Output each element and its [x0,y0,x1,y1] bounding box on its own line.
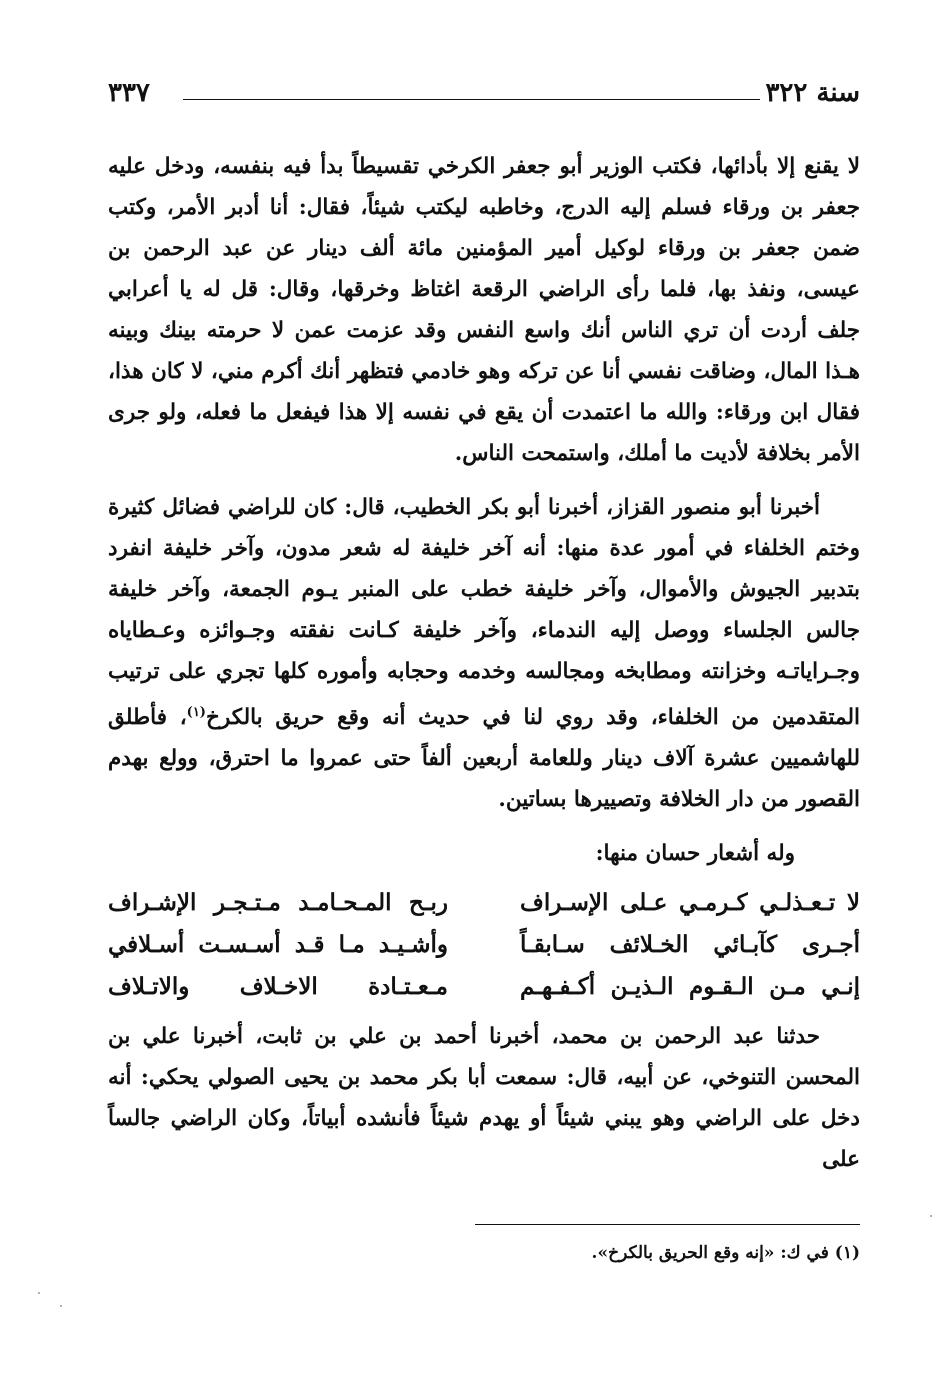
scan-speck [60,1305,62,1307]
paragraph-text: أخبرنا أبو منصور القزاز، أخبرنا أبو بكر الخطيب، قال: كان للراضي فضائل كثيرة وختم الخلفاء في أمور عدة منها: أنه آخر خليفة له شعر مدون، وآخر خليفة انفرد بتدبير الجيوش والأموال، وآخر خليفة خطب على المنبر يـوم الجمعة، وآخر خليفة جالس الجلساء ووصل إليه الندماء، وآخر خليفة كـانت نفقته وجـوائزه وعـطاياه وجـراياتـه وخزانته ومطابخه ومجالسه وخدمه وحجابه وأموره كلها تجري على ترتيب المتقدمين من الخلفاء، وقد روي لنا في حديث أنه وقع حريق بالكرخ [108,495,861,731]
verse-first-hemistich: أجـرى كآبـائي الخـلائف سـابقـاً [520,931,860,959]
scan-speck [38,1292,40,1294]
verse-line [108,966,860,1008]
scan-speck [930,1215,932,1217]
running-title: سنة ٣٢٢ [765,78,860,108]
paragraph-gap [108,820,860,833]
footnote-number: (١) [834,1243,860,1263]
header-rule [183,99,760,100]
poem [108,882,860,1008]
footnote-marker: (١) [186,705,206,720]
paragraph [108,487,860,820]
footnote-rule [475,1224,860,1225]
verse-line [108,924,860,966]
main-text [108,146,860,1180]
verse-intro: وله أشعار حسان منها: [595,841,795,867]
verse-first-hemistich: إنـي مـن الـقـوم الـذيـن أكـفـهـم [520,973,860,1001]
paragraph: لا يقنع إلا بأدائها، فكتب الوزير أبو جعفر الكرخي تقسيطاً بدأ فيه بنفسه، ودخل عليه جعفر بن ورقاء فسلم إليه الدرج، وخاطبه ليكتب شيئاً، فقال: أنا أدبر الأمر، وكتب ضمن جعفر بن ورقاء لوكيل أمير المؤمنين مائة ألف دينار عن عبد الرحمن بن عيسى، ونفذ بها، فلما رأى الراضي الرقعة اغتاظ وخرقها، وقال: قل له يا أعرابي جلف أردت أن تري الناس أنك واسع النفس وقد عزمت عمن لا حرمته بينك وبينه هـذا المال، وضاقت نفسي أنا عن تركه وهو خادمي فتظهر أنك أكرم مني، لا كان هذا، فقال ابن ورقاء: والله ما اعتمدت أن يقع في نفسه إلا هذا فيفعل ما فعله، ولو جرى الأمر بخلافة لأديت ما أملك، واستمحت الناس. [108,154,860,466]
verse-second-hemistich: وأشـيـد مـا قـد أسـسـت أسـلافي [108,931,448,959]
footnote-text: في ك: «إنه وقع الحريق بالكرخ». [591,1243,829,1263]
verse-first-hemistich: لا تـعـذلـي كـرمـي عـلى الإسـراف [520,889,860,917]
footnote [108,1238,860,1268]
page-number: ٣٣٧ [108,78,150,108]
verse-second-hemistich: ربـح المـحـامـد مـتـجـر الإشـراف [108,889,448,917]
page-header [108,78,860,118]
verse-second-hemistich: مـعـتـادة الاخـلاف والاتـلاف [108,973,448,1001]
paragraph-text: ، فأطلق للهاشميين عشرة آلاف دينار وللعامة أربعين ألفاً حتى عمروا ما احترق، وولع بهدم القصور من دار الخلافة وتصييرها بساتين. [108,705,860,813]
paragraph-gap [108,474,860,487]
paragraph: حدثنا عبد الرحمن بن محمد، أخبرنا أحمد بن علي بن ثابت، أخبرنا علي بن المحسن التنوخي، عن أبيه، قال: سمعت أبا بكر محمد بن يحيى الصولي يحكي: أنه دخل على الراضي وهو يبني شيئاً أو يهدم شيئاً فأنشده أبياتاً، وكان الراضي جالساً على [108,1024,860,1173]
verse-line [108,882,860,924]
